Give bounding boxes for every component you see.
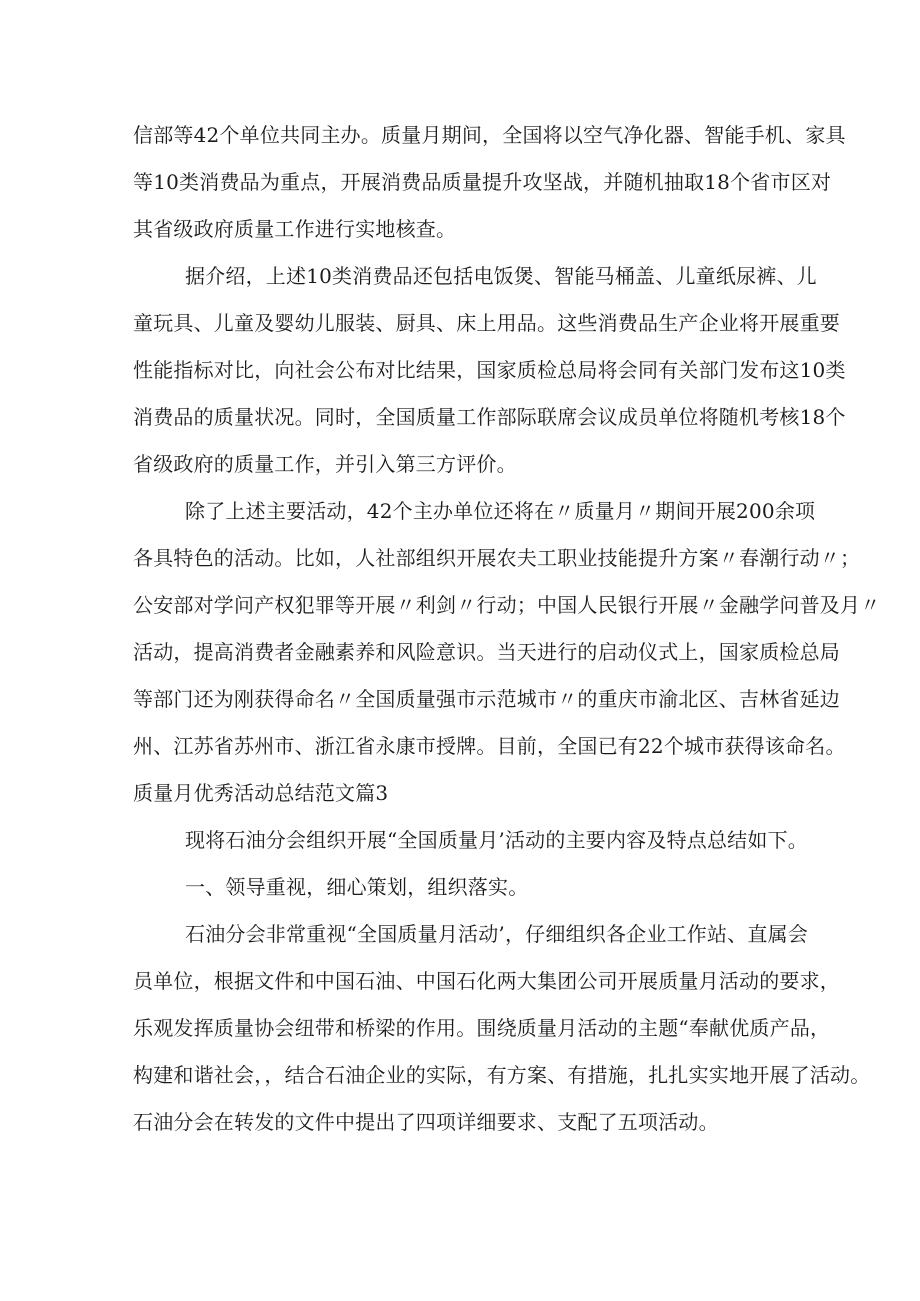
paragraph-line: 除了上述主要活动，42个主办单位还将在〃质量月〃期间开展200余项: [185, 499, 816, 523]
paragraph-line: 省级政府的质量工作，并引入第三方评价。: [133, 452, 517, 476]
document-body: [133, 112, 881, 1146]
paragraph-line: 童玩具、儿童及婴幼儿服装、厨具、床上用品。这些消费品生产企业将开展重要: [133, 311, 840, 335]
paragraph-line: 消费品的质量状况。同时，全国质量工作部际联席会议成员单位将随机考核18个: [133, 405, 846, 429]
paragraph-line: 据介绍，上述10类消费品还包括电饭煲、智能马桶盖、儿童纸尿裤、儿: [185, 264, 817, 288]
paragraph-line: 一、领导重视，细心策划，组织落实。: [185, 875, 529, 899]
paragraph-line: 活动，提高消费者金融素养和风险意识。当天进行的启动仪式上，国家质检总局: [133, 640, 840, 664]
paragraph-line: 构建和谐社会，，结合石油企业的实际，有方案、有措施，扎扎实实地开展了活动。: [133, 1063, 871, 1087]
paragraph-line: 公安部对学问产权犯罪等开展〃利剑〃行动；中国人民银行开展〃金融学问普及月〃: [133, 593, 881, 617]
paragraph-line: 等部门还为刚获得命名〃全国质量强市示范城市〃的重庆市渝北区、吉林省延边: [133, 687, 840, 711]
section-heading: 质量月优秀活动总结范文篇3: [133, 781, 389, 805]
paragraph-line: 乐观发挥质量协会纽带和桥梁的作用。围绕质量月活动的主题“奉献优质产品，: [133, 1016, 831, 1040]
paragraph-line: 等10类消费品为重点，开展消费品质量提升攻坚战，并随机抽取18个省市区对: [133, 170, 832, 194]
paragraph-line: 员单位，根据文件和中国石油、中国石化两大集团公司开展质量月活动的要求，: [133, 969, 840, 993]
paragraph-line: 性能指标对比，向社会公布对比结果，国家质检总局将会同有关部门发布这10类: [133, 358, 846, 382]
paragraph-line: 现将石油分会组织开展“全国质量月’活动的主要内容及特点总结如下。: [185, 828, 808, 852]
paragraph-line: 州、江苏省苏州市、浙江省永康市授牌。目前，全国已有22个城市获得该命名。: [133, 734, 846, 758]
paragraph-line: 各具特色的活动。比如，人社部组织开展农夫工职业技能提升方案〃春潮行动〃；: [133, 546, 861, 570]
paragraph-line: 石油分会在转发的文件中提出了四项详细要求、支配了五项活动。: [133, 1110, 719, 1134]
paragraph-line: 石油分会非常重视“全国质量月活动’，仔细组织各企业工作站、直属会: [185, 922, 808, 946]
paragraph-line: 信部等42个单位共同主办。质量月期间，全国将以空气净化器、智能手机、家具: [133, 123, 846, 147]
paragraph-line: 其省级政府质量工作进行实地核查。: [133, 217, 457, 241]
